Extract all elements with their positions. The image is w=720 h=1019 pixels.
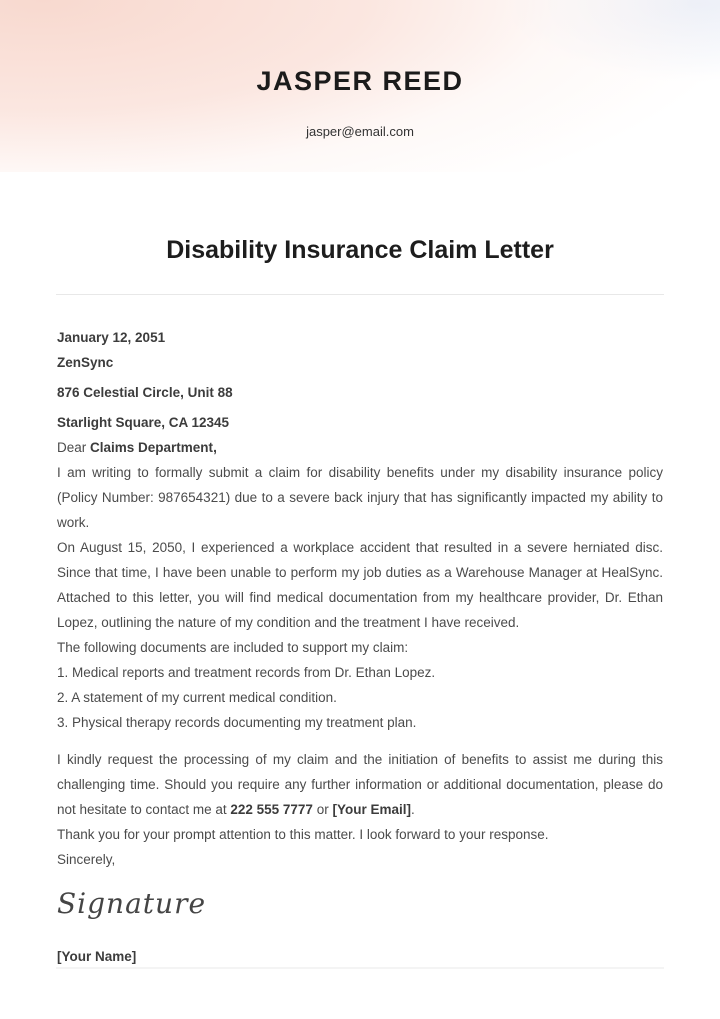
list-item: 2. A statement of my current medical condition. (57, 690, 337, 705)
name-placeholder: [Your Name] (57, 949, 137, 964)
thanks-line: Thank you for your prompt attention to this matter. I look forward to your response. (57, 827, 549, 842)
salutation-prefix: Dear (57, 440, 91, 455)
signature-script: Signature (57, 887, 207, 920)
request-text: I kindly request the processing of my claim and the initiation of benefits to assist me during this challenging time. Should you require any further information or additional documentation, please do not hesitate to contact me at (57, 752, 663, 817)
documents-lead-in: The following documents are included to support my claim: (57, 640, 409, 655)
recipient-company: ZenSync (57, 355, 114, 370)
list-item: 1. Medical reports and treatment records from Dr. Ethan Lopez. (57, 665, 436, 680)
salutation-recipient: Claims Department (90, 440, 214, 455)
document-title: Disability Insurance Claim Letter (166, 236, 554, 264)
request-or: or (312, 802, 333, 817)
sender-name: JASPER REED (256, 66, 464, 96)
salutation-suffix: , (213, 440, 217, 455)
phone-number: 222 555 7777 (230, 802, 313, 817)
list-item: 3. Physical therapy records documenting my treatment plan. (57, 715, 417, 730)
title-divider (56, 294, 664, 295)
details-paragraph: On August 15, 2050, I experienced a workplace accident that resulted in a severe herniated disc. Since that time, I have been unable to perform my job duties as a Warehouse Manager at HealSync. Attached to this letter, you will find medical documentation from my healthcare provider, Dr. Ethan Lopez, outlining the nature of my condition and the treatment I have received. (57, 540, 663, 630)
recipient-address-line2: Starlight Square, CA 12345 (57, 415, 230, 430)
email-placeholder: [Your Email] (332, 802, 411, 817)
salutation (57, 435, 663, 460)
sender-email: jasper@email.com (306, 124, 414, 139)
intro-paragraph: I am writing to formally submit a claim for disability benefits under my disability insurance policy (Policy Number: 987654321) due to a severe back injury that has significantly impacted my ability to work. (57, 465, 663, 530)
request-period: . (410, 802, 415, 817)
bottom-divider (56, 967, 664, 969)
request-paragraph (57, 747, 663, 822)
recipient-address-line1: 876 Celestial Circle, Unit 88 (57, 385, 233, 400)
closing-line: Sincerely, (57, 852, 116, 867)
letter-date: January 12, 2051 (57, 330, 166, 345)
letter-body (57, 325, 663, 969)
letterhead (0, 0, 720, 172)
